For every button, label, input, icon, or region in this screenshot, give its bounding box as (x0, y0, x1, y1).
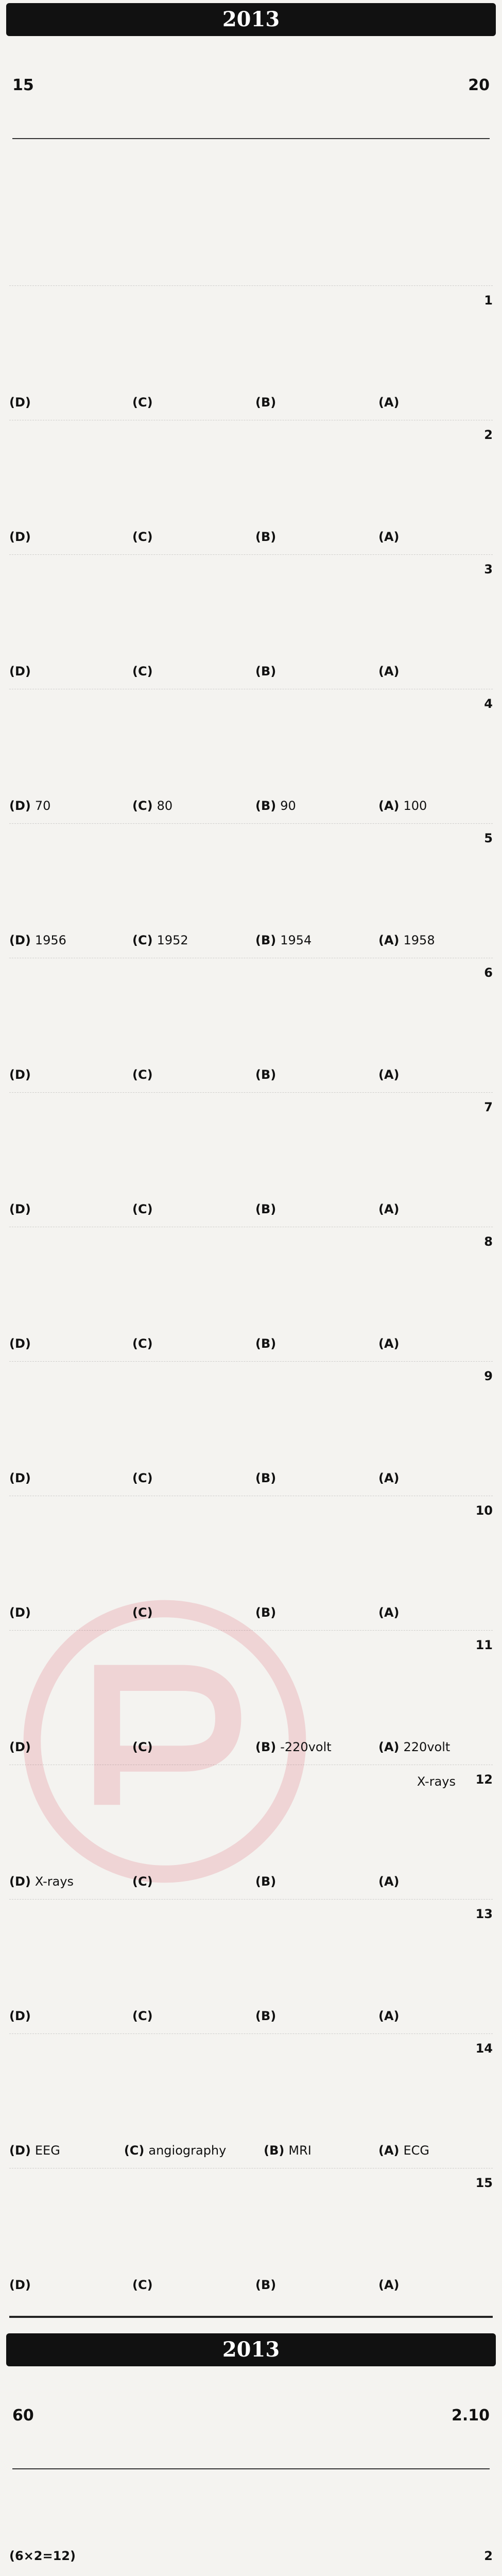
option-text: 1952 (157, 933, 188, 947)
question-options (9, 772, 456, 813)
option-letter: (A) (378, 1471, 400, 1485)
option-item (132, 1740, 210, 1754)
option-letter: (D) (9, 1740, 31, 1754)
option-item (255, 1336, 333, 1351)
option-text: X-rays (34, 1874, 74, 1889)
option-text: MRI (288, 2143, 311, 2158)
question-number: 2 (484, 428, 493, 442)
option-text: -220volt (280, 1740, 332, 1754)
option-item (9, 395, 86, 410)
question-options (9, 503, 456, 544)
option-letter: (B) (255, 1740, 276, 1754)
option-letter: (C) (132, 1740, 153, 1754)
option-item (255, 933, 333, 947)
question-number: 13 (475, 1907, 493, 1921)
option-letter: (D) (9, 530, 31, 544)
paper1-time-value: 20 (468, 76, 490, 94)
option-letter: (C) (132, 664, 153, 679)
option-letter: (A) (378, 1336, 400, 1351)
option-letter: (A) (378, 395, 400, 410)
question-number: 9 (484, 1369, 493, 1383)
option-text: 70 (34, 799, 51, 813)
option-text: 1958 (403, 933, 435, 947)
question-number: 7 (484, 1100, 493, 1114)
option-item (132, 1336, 210, 1351)
option-text: 1954 (280, 933, 312, 947)
option-item (9, 1202, 86, 1216)
mcq-question (9, 958, 493, 1092)
option-item (132, 395, 210, 410)
option-item (9, 1067, 86, 1082)
option-letter: (D) (9, 799, 31, 813)
mcq-question (9, 420, 493, 554)
option-letter: (A) (378, 1067, 400, 1082)
option-letter: (B) (255, 2009, 276, 2023)
option-item (9, 1605, 86, 1620)
option-item (378, 1067, 456, 1082)
question-options (9, 368, 456, 410)
question-options (9, 1310, 456, 1351)
paper2-total-marks-value: 60 (12, 2406, 34, 2425)
paper2-header: 2013 (6, 2333, 496, 2366)
option-item (255, 395, 333, 410)
option-item (378, 1336, 456, 1351)
paper1-group-title (12, 107, 490, 139)
question-options (9, 1444, 456, 1485)
option-text: 100 (403, 799, 427, 813)
mcq-question (9, 2033, 493, 2168)
question-number: 5 (484, 831, 493, 845)
question-number: 1 (484, 293, 493, 308)
option-letter: (C) (132, 1874, 153, 1889)
option-letter: (D) (9, 395, 31, 410)
option-letter: (B) (255, 395, 276, 410)
option-letter: (B) (255, 1471, 276, 1485)
short-question (9, 2544, 493, 2576)
question-number: 3 (484, 562, 493, 577)
option-letter: (A) (378, 1605, 400, 1620)
paper1-time-marks-row (12, 76, 490, 107)
option-item (132, 664, 210, 679)
paper2-time-marks-row (12, 2406, 490, 2437)
question-options (9, 1579, 456, 1620)
option-letter: (A) (378, 2143, 400, 2158)
option-text: angiography (148, 2143, 227, 2158)
question-number: 2 (484, 2549, 493, 2563)
paper2-time-value: 2.10 (451, 2406, 490, 2425)
option-item (132, 799, 210, 813)
option-letter: (C) (132, 530, 153, 544)
option-letter: (D) (9, 1874, 31, 1889)
option-letter: (B) (255, 1605, 276, 1620)
option-letter: (B) (255, 1874, 276, 1889)
mcq-question (9, 1496, 493, 1630)
option-item (9, 2278, 86, 2292)
option-item (255, 2278, 333, 2292)
question-marks: (6×2=12) (9, 2549, 76, 2563)
option-letter: (D) (9, 2009, 31, 2023)
mcq-question (9, 2168, 493, 2302)
paper2-time (452, 2406, 490, 2425)
option-item (9, 799, 86, 813)
option-letter: (D) (9, 933, 31, 947)
option-item (264, 2143, 341, 2158)
option-letter: (B) (255, 1067, 276, 1082)
option-letter: (C) (132, 933, 153, 947)
paper1-header: 2013 (6, 3, 496, 36)
paper1-time (468, 76, 490, 94)
option-text: ECG (403, 2143, 430, 2158)
option-letter: (B) (255, 2278, 276, 2292)
option-letter: (D) (9, 1336, 31, 1351)
paper1-total-marks (12, 76, 34, 94)
short-questions (0, 2544, 502, 2576)
option-item (132, 1605, 210, 1620)
option-item (132, 933, 210, 947)
question-options (9, 906, 456, 947)
option-letter: (A) (378, 1740, 400, 1754)
question-number: 10 (475, 1503, 493, 1518)
question-text: X-rays (417, 1774, 456, 1789)
option-letter: (A) (378, 664, 400, 679)
paper2-group-title (12, 2437, 490, 2469)
option-item (255, 530, 333, 544)
option-item (124, 2143, 227, 2158)
option-item (378, 799, 456, 813)
option-text: 1956 (34, 933, 66, 947)
option-letter: (A) (378, 1874, 400, 1889)
question-options (9, 2116, 456, 2158)
option-item (132, 1067, 210, 1082)
option-item (255, 1605, 333, 1620)
mcq-question (9, 823, 493, 958)
option-item (9, 933, 86, 947)
option-letter: (D) (9, 664, 31, 679)
paper1-total-marks-value: 15 (12, 76, 34, 94)
option-letter: (C) (124, 2143, 145, 2158)
paper2-meta-row (12, 2370, 490, 2406)
question-number: 8 (484, 1234, 493, 1249)
option-letter: (C) (132, 1202, 153, 1216)
mcq-list (0, 285, 502, 2302)
option-item (255, 1202, 333, 1216)
question-options (9, 1175, 456, 1216)
option-item (9, 2143, 86, 2158)
option-item (255, 1471, 333, 1485)
option-text: 220volt (403, 1740, 451, 1754)
option-item (378, 1202, 456, 1216)
option-letter: (C) (132, 1067, 153, 1082)
option-item (9, 1336, 86, 1351)
mcq-question (9, 689, 493, 823)
mcq-question (9, 1092, 493, 1227)
option-item (378, 2009, 456, 2023)
option-letter: (D) (9, 1067, 31, 1082)
option-item (378, 1605, 456, 1620)
paper2-note (12, 2477, 490, 2507)
option-item (378, 1874, 456, 1889)
question-number: 11 (475, 1638, 493, 1652)
option-item (9, 1471, 86, 1485)
option-text: 90 (280, 799, 296, 813)
option-item (378, 1740, 456, 1754)
paper1-instructions (12, 146, 490, 280)
option-letter: (B) (255, 664, 276, 679)
section1-title (0, 2518, 502, 2544)
mcq-question (9, 285, 493, 420)
option-letter: (D) (9, 2143, 31, 2158)
mcq-question (9, 1361, 493, 1496)
option-item (255, 1874, 333, 1889)
option-letter: (C) (132, 1471, 153, 1485)
option-item (9, 530, 86, 544)
option-item (255, 1740, 333, 1754)
question-options (9, 1848, 456, 1889)
option-item (9, 1874, 86, 1889)
mcq-question (9, 1630, 493, 1765)
option-letter: (B) (264, 2143, 285, 2158)
option-letter: (D) (9, 1471, 31, 1485)
option-letter: (B) (255, 1336, 276, 1351)
option-item (132, 1874, 210, 1889)
option-item (255, 1067, 333, 1082)
question-options (9, 1713, 456, 1754)
option-text: 80 (157, 799, 173, 813)
option-item (378, 1471, 456, 1485)
paper1-meta-row (12, 40, 490, 76)
question-options (9, 637, 456, 679)
section-divider (9, 2316, 493, 2318)
question-options (9, 2251, 456, 2292)
question-options (9, 1041, 456, 1082)
option-item (132, 2009, 210, 2023)
option-item (378, 2143, 456, 2158)
question-number: 4 (484, 697, 493, 711)
mcq-question (9, 1227, 493, 1361)
question-number: 14 (475, 2041, 493, 2056)
option-text: EEG (34, 2143, 60, 2158)
question-options (9, 1982, 456, 2023)
question-number: 6 (484, 965, 493, 980)
option-item (132, 530, 210, 544)
option-letter: (A) (378, 933, 400, 947)
option-letter: (A) (378, 2009, 400, 2023)
question-number: 15 (475, 2176, 493, 2190)
option-item (9, 664, 86, 679)
option-item (378, 395, 456, 410)
option-item (255, 799, 333, 813)
option-letter: (B) (255, 799, 276, 813)
option-letter: (A) (378, 2278, 400, 2292)
option-item (255, 664, 333, 679)
option-item (378, 2278, 456, 2292)
option-item (132, 1471, 210, 1485)
option-item (9, 1740, 86, 1754)
option-item (132, 2278, 210, 2292)
option-letter: (C) (132, 1605, 153, 1620)
option-letter: (C) (132, 799, 153, 813)
option-item (9, 2009, 86, 2023)
mcq-question (9, 1899, 493, 2033)
option-item (378, 664, 456, 679)
mcq-question (9, 554, 493, 689)
option-item (255, 2009, 333, 2023)
option-item (378, 530, 456, 544)
option-letter: (C) (132, 2009, 153, 2023)
option-letter: (D) (9, 1202, 31, 1216)
option-letter: (B) (255, 1202, 276, 1216)
option-letter: (D) (9, 1605, 31, 1620)
mcq-question (9, 1765, 493, 1899)
option-letter: (A) (378, 1202, 400, 1216)
option-letter: (C) (132, 2278, 153, 2292)
option-letter: (C) (132, 395, 153, 410)
option-letter: (A) (378, 799, 400, 813)
option-letter: (B) (255, 933, 276, 947)
option-item (132, 1202, 210, 1216)
option-letter: (C) (132, 1336, 153, 1351)
option-letter: (D) (9, 2278, 31, 2292)
question-number: 12 (475, 1772, 493, 1787)
option-letter: (A) (378, 530, 400, 544)
option-item (378, 933, 456, 947)
paper2-total-marks (12, 2406, 34, 2425)
option-letter: (B) (255, 530, 276, 544)
